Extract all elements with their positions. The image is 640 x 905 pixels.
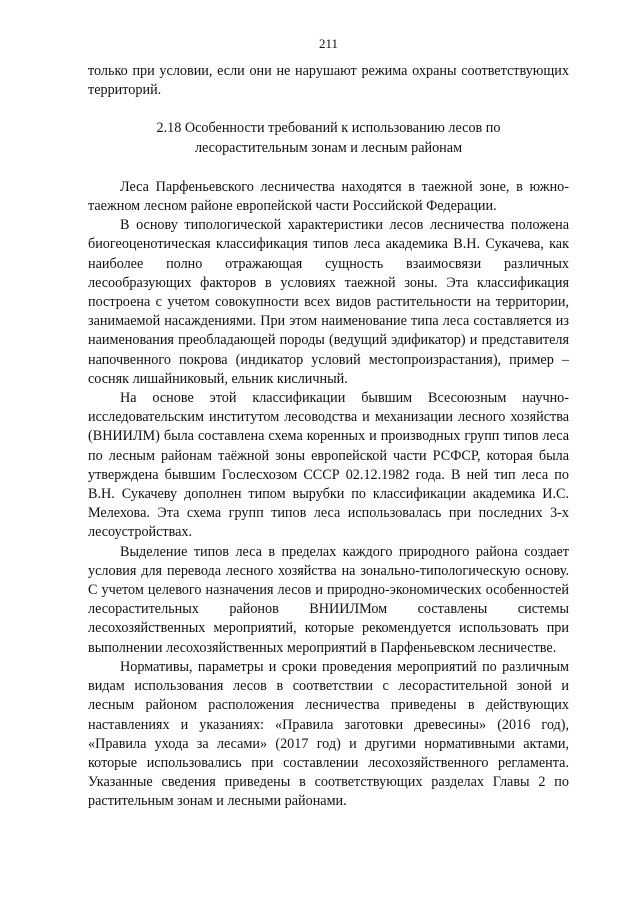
paragraph-norms-and-regulations: Нормативы, параметры и сроки проведения мероприятий по различным видам использования лесов в соответствии с лесорастительной зоной и лесным районом расположения лесничества приведены в действующих наставлениях и указаниях: «Правила заготовки древесины» (2016 год), «Правила ухода за лесами» (2017 год) и другими нормативными актами, которые использовались при составлении лесохозяйственного регламента. Указанные сведения приведены в соответствующих разделах Главы 2 по растительным зонам и лесными районами. xyxy=(88,658,569,810)
section-heading-line-1: 2.18 Особенности требований к использованию лесов по xyxy=(156,120,501,137)
section-heading-line-2: лесорастительным зонам и лесным районам xyxy=(194,139,463,156)
intro-paragraph: только при условии, если они не нарушают режима охраны соответствующих территорий. xyxy=(88,63,569,99)
paragraph-forest-location: Леса Парфеньевского лесничества находятся в таежной зоне, в южно-таежном лесном районе европейской части Российской Федерации. xyxy=(88,178,569,215)
paragraph-sukachev-classification: В основу типологической характеристики лесов лесничества положена биогеоценотическая классификация типов леса академика В.Н. Сукачева, как наиболее полно отражающая сущность взаимосвязи различных лесообразующих факторов в условиях таежной зоны. Эта классификация построена с учетом совокупности всех видов растительности на территории, занимаемой насаждениями. При этом наименование типа леса составляется из наименования преобладающей породы (ведущий эдификатор) и представителя напочвенного покрова (индикатор условий местопроизрастания), пример – сосняк лишайниковый, ельник кисличный. xyxy=(88,217,569,387)
paragraph-forest-type-zoning: Выделение типов леса в пределах каждого природного района создает условия для перевода лесного хозяйства на зонально-типологическую основу. С учетом целевого назначения лесов и природно-экономических особенностей лесорастительных районов ВНИИЛМом составлены системы лесохозяйственных мероприятий, которые рекомендуется использовать при выполнении лесохозяйственных мероприятий в Парфеньевском лесничестве. xyxy=(88,543,569,656)
section-heading xyxy=(88,119,569,157)
page-number: 211 xyxy=(318,36,339,51)
document-page xyxy=(88,36,569,812)
paragraph-vniilm-scheme: На основе этой классификации бывшим Всесоюзным научно-исследовательским институтом лесоводства и механизации лесного хозяйства (ВНИИЛМ) была составлена схема коренных и производных групп типов леса по лесным районам таёжной зоны европейской части РСФСР, которая была утверждена бывшим Гослесхозом СССР 02.12.1982 года. В ней тип леса по В.Н. Сукачеву дополнен типом вырубки по классификации академика И.С. Мелехова. Эта схема групп типов леса использовалась при последних 3-х лесоустройствах. xyxy=(88,390,569,541)
